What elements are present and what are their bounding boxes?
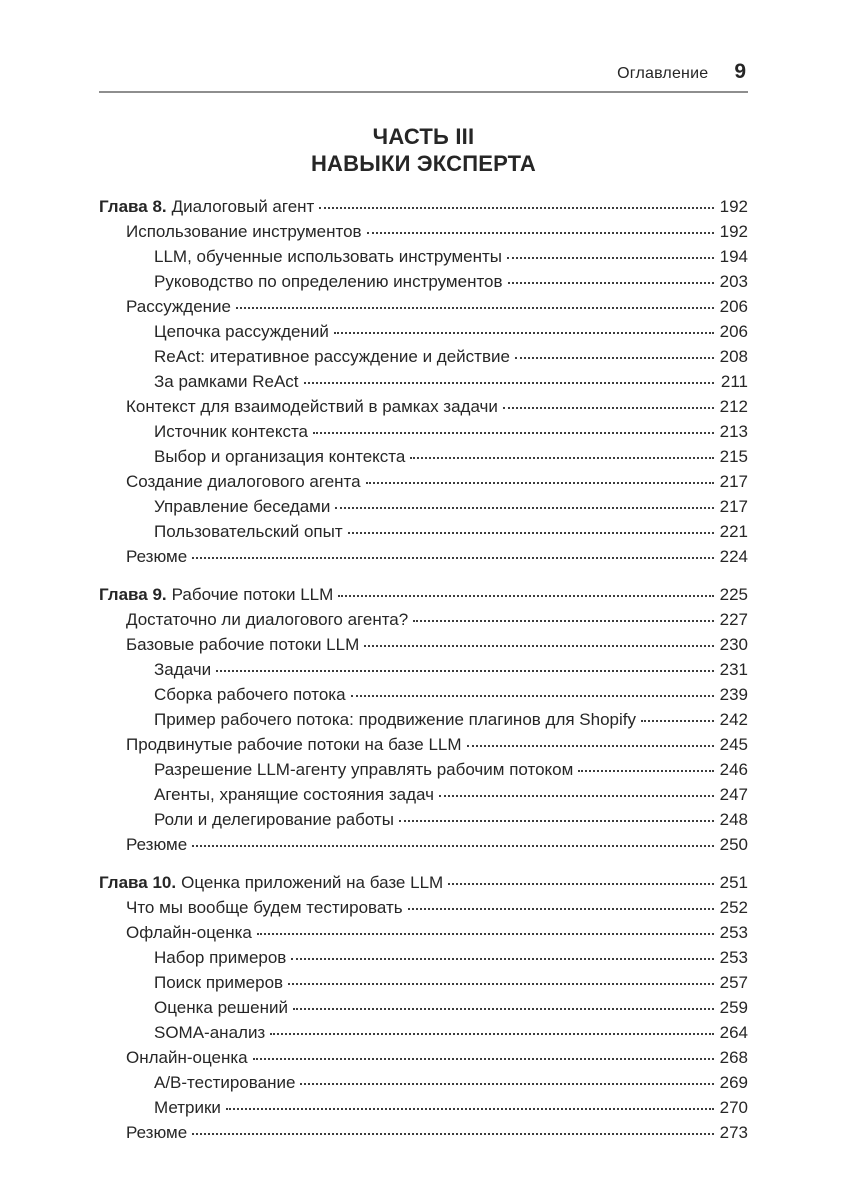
toc-entry-label: Пример рабочего потока: продвижение плагинов для Shopify bbox=[154, 710, 637, 729]
toc-entry-label: Продвинутые рабочие потоки на базе LLM bbox=[126, 735, 462, 754]
dot-leader bbox=[338, 595, 714, 597]
running-header bbox=[99, 60, 748, 93]
toc-entry bbox=[99, 544, 748, 569]
toc-entry bbox=[99, 244, 748, 269]
toc-entry-label: Источник контекста bbox=[154, 422, 308, 441]
toc-entry-label: SOMA-анализ bbox=[154, 1023, 266, 1042]
toc-entry-page: 257 bbox=[719, 973, 748, 992]
toc-entry-label: Метрики bbox=[154, 1098, 221, 1117]
running-title: Оглавление bbox=[617, 65, 709, 82]
dot-leader bbox=[410, 457, 714, 459]
toc-entry-label: За рамками ReAct bbox=[154, 372, 299, 391]
dot-leader bbox=[515, 357, 714, 359]
toc-entry-page: 194 bbox=[719, 247, 748, 266]
toc-entry-page: 230 bbox=[719, 635, 748, 654]
toc-entry bbox=[99, 807, 748, 832]
toc-entry bbox=[99, 494, 748, 519]
dot-leader bbox=[313, 432, 714, 434]
dot-leader bbox=[399, 820, 714, 822]
table-of-contents bbox=[99, 194, 748, 1145]
toc-entry-page: 268 bbox=[719, 1048, 748, 1067]
toc-entry-page: 253 bbox=[719, 923, 748, 942]
dot-leader bbox=[226, 1108, 714, 1110]
toc-entry bbox=[99, 1095, 748, 1120]
dot-leader bbox=[507, 257, 714, 259]
toc-entry bbox=[99, 870, 748, 895]
toc-entry bbox=[99, 782, 748, 807]
toc-entry bbox=[99, 519, 748, 544]
toc-entry-label: Поиск примеров bbox=[154, 973, 284, 992]
toc-entry-page: 248 bbox=[719, 810, 748, 829]
toc-entry-label: Роли и делегирование работы bbox=[154, 810, 394, 829]
toc-entry-label: Базовые рабочие потоки LLM bbox=[126, 635, 360, 654]
dot-leader bbox=[334, 332, 714, 334]
toc-entry-page: 242 bbox=[719, 710, 748, 729]
toc-entry bbox=[99, 419, 748, 444]
toc-entry-page: 227 bbox=[719, 610, 748, 629]
dot-leader bbox=[408, 908, 714, 910]
toc-entry-label: Резюме bbox=[126, 1123, 188, 1142]
toc-entry bbox=[99, 394, 748, 419]
toc-entry-label: Использование инструментов bbox=[126, 222, 362, 241]
dot-leader bbox=[288, 983, 714, 985]
toc-entry-page: 239 bbox=[719, 685, 748, 704]
toc-entry-label: Контекст для взаимодействий в рамках задачи bbox=[126, 397, 498, 416]
dot-leader bbox=[364, 645, 714, 647]
dot-leader bbox=[467, 745, 714, 747]
dot-leader bbox=[192, 1133, 714, 1135]
toc-entry-label: Разрешение LLM-агенту управлять рабочим потоком bbox=[154, 760, 574, 779]
toc-entry bbox=[99, 369, 748, 394]
toc-entry bbox=[99, 832, 748, 857]
toc-entry-label: Резюме bbox=[126, 547, 188, 566]
dot-leader bbox=[367, 232, 714, 234]
toc-entry bbox=[99, 707, 748, 732]
toc-entry bbox=[99, 582, 748, 607]
toc-entry-label: Диалоговый агент bbox=[171, 197, 315, 216]
dot-leader bbox=[293, 1008, 714, 1010]
dot-leader bbox=[192, 845, 714, 847]
toc-chapter-prefix: Глава 10. bbox=[99, 873, 177, 892]
dot-leader bbox=[641, 720, 714, 722]
toc-entry-page: 245 bbox=[719, 735, 748, 754]
dot-leader bbox=[503, 407, 714, 409]
toc-entry bbox=[99, 632, 748, 657]
dot-leader bbox=[253, 1058, 714, 1060]
toc-entry bbox=[99, 269, 748, 294]
toc-entry-label: Резюме bbox=[126, 835, 188, 854]
toc-entry-page: 203 bbox=[719, 272, 748, 291]
toc-entry bbox=[99, 945, 748, 970]
toc-entry-page: 208 bbox=[719, 347, 748, 366]
toc-entry-label: Выбор и организация контекста bbox=[154, 447, 406, 466]
dot-leader bbox=[413, 620, 714, 622]
toc-entry-page: 212 bbox=[719, 397, 748, 416]
dot-leader bbox=[351, 695, 714, 697]
dot-leader bbox=[448, 883, 714, 885]
toc-entry-page: 269 bbox=[719, 1073, 748, 1092]
toc-entry-page: 259 bbox=[719, 998, 748, 1017]
dot-leader bbox=[348, 532, 714, 534]
toc-entry bbox=[99, 657, 748, 682]
toc-section bbox=[99, 194, 748, 569]
toc-entry-label: Рассуждение bbox=[126, 297, 232, 316]
dot-leader bbox=[508, 282, 714, 284]
toc-entry-label: Рабочие потоки LLM bbox=[171, 585, 334, 604]
toc-entry bbox=[99, 1070, 748, 1095]
dot-leader bbox=[216, 670, 714, 672]
toc-entry-page: 264 bbox=[719, 1023, 748, 1042]
toc-entry bbox=[99, 995, 748, 1020]
dot-leader bbox=[270, 1033, 714, 1035]
dot-leader bbox=[578, 770, 714, 772]
dot-leader bbox=[335, 507, 714, 509]
toc-entry-label: Агенты, хранящие состояния задач bbox=[154, 785, 434, 804]
dot-leader bbox=[439, 795, 714, 797]
toc-entry-page: 221 bbox=[719, 522, 748, 541]
toc-entry-page: 215 bbox=[719, 447, 748, 466]
toc-entry-page: 246 bbox=[719, 760, 748, 779]
toc-entry-page: 206 bbox=[719, 297, 748, 316]
toc-entry bbox=[99, 920, 748, 945]
toc-section bbox=[99, 582, 748, 857]
toc-section bbox=[99, 870, 748, 1145]
toc-entry-label: Создание диалогового агента bbox=[126, 472, 361, 491]
toc-entry-label: Сборка рабочего потока bbox=[154, 685, 346, 704]
toc-entry-page: 217 bbox=[719, 497, 748, 516]
toc-entry bbox=[99, 444, 748, 469]
dot-leader bbox=[304, 382, 714, 384]
toc-entry-label: Набор примеров bbox=[154, 948, 287, 967]
toc-entry-label: Онлайн-оценка bbox=[126, 1048, 248, 1067]
toc-entry-page: 206 bbox=[719, 322, 748, 341]
toc-entry-page: 253 bbox=[719, 948, 748, 967]
dot-leader bbox=[291, 958, 714, 960]
toc-entry bbox=[99, 757, 748, 782]
toc-entry bbox=[99, 1020, 748, 1045]
toc-entry-page: 192 bbox=[719, 222, 748, 241]
toc-entry bbox=[99, 607, 748, 632]
toc-entry bbox=[99, 319, 748, 344]
toc-entry bbox=[99, 970, 748, 995]
toc-entry-page: 270 bbox=[719, 1098, 748, 1117]
toc-entry bbox=[99, 344, 748, 369]
toc-entry bbox=[99, 1120, 748, 1145]
toc-entry bbox=[99, 732, 748, 757]
part-name: НАВЫКИ ЭКСПЕРТА bbox=[310, 151, 537, 176]
header-rule bbox=[99, 91, 748, 93]
toc-entry-label: ReAct: итеративное рассуждение и действие bbox=[154, 347, 510, 366]
dot-leader bbox=[366, 482, 714, 484]
part-title bbox=[99, 123, 748, 177]
dot-leader bbox=[257, 933, 714, 935]
toc-entry-page: 231 bbox=[719, 660, 748, 679]
toc-entry-label: Оценка приложений на базе LLM bbox=[181, 873, 444, 892]
toc-entry-page: 252 bbox=[719, 898, 748, 917]
dot-leader bbox=[300, 1083, 714, 1085]
toc-entry-label: Офлайн-оценка bbox=[126, 923, 252, 942]
toc-entry bbox=[99, 895, 748, 920]
dot-leader bbox=[192, 557, 714, 559]
toc-entry-label: Задачи bbox=[154, 660, 212, 679]
toc-entry-label: Цепочка рассуждений bbox=[154, 322, 329, 341]
toc-entry-page: 213 bbox=[719, 422, 748, 441]
toc-entry-label: Достаточно ли диалогового агента? bbox=[126, 610, 409, 629]
toc-chapter-prefix: Глава 9. bbox=[99, 585, 167, 604]
toc-entry-page: 225 bbox=[719, 585, 748, 604]
dot-leader bbox=[236, 307, 714, 309]
toc-chapter-prefix: Глава 8. bbox=[99, 197, 167, 216]
toc-entry bbox=[99, 1045, 748, 1070]
toc-entry-page: 192 bbox=[719, 197, 748, 216]
toc-entry-page: 211 bbox=[720, 372, 748, 391]
toc-entry-page: 247 bbox=[719, 785, 748, 804]
toc-entry-page: 250 bbox=[719, 835, 748, 854]
toc-entry bbox=[99, 469, 748, 494]
toc-entry-label: Управление беседами bbox=[154, 497, 331, 516]
toc-entry-label: Что мы вообще будем тестировать bbox=[126, 898, 403, 917]
toc-entry-label: Руководство по определению инструментов bbox=[154, 272, 503, 291]
toc-entry-page: 217 bbox=[719, 472, 748, 491]
toc-entry bbox=[99, 294, 748, 319]
toc-entry-page: 224 bbox=[719, 547, 748, 566]
page-number: 9 bbox=[734, 60, 746, 83]
toc-entry-label: Пользовательский опыт bbox=[154, 522, 343, 541]
toc-entry-page: 251 bbox=[719, 873, 748, 892]
toc-entry bbox=[99, 194, 748, 219]
part-kicker: ЧАСТЬ III bbox=[372, 124, 475, 149]
toc-entry bbox=[99, 682, 748, 707]
toc-entry-page: 273 bbox=[719, 1123, 748, 1142]
toc-entry bbox=[99, 219, 748, 244]
dot-leader bbox=[319, 207, 714, 209]
toc-entry-label: LLM, обученные использовать инструменты bbox=[154, 247, 503, 266]
toc-entry-label: Оценка решений bbox=[154, 998, 288, 1017]
toc-entry-label: A/B-тестирование bbox=[154, 1073, 296, 1092]
